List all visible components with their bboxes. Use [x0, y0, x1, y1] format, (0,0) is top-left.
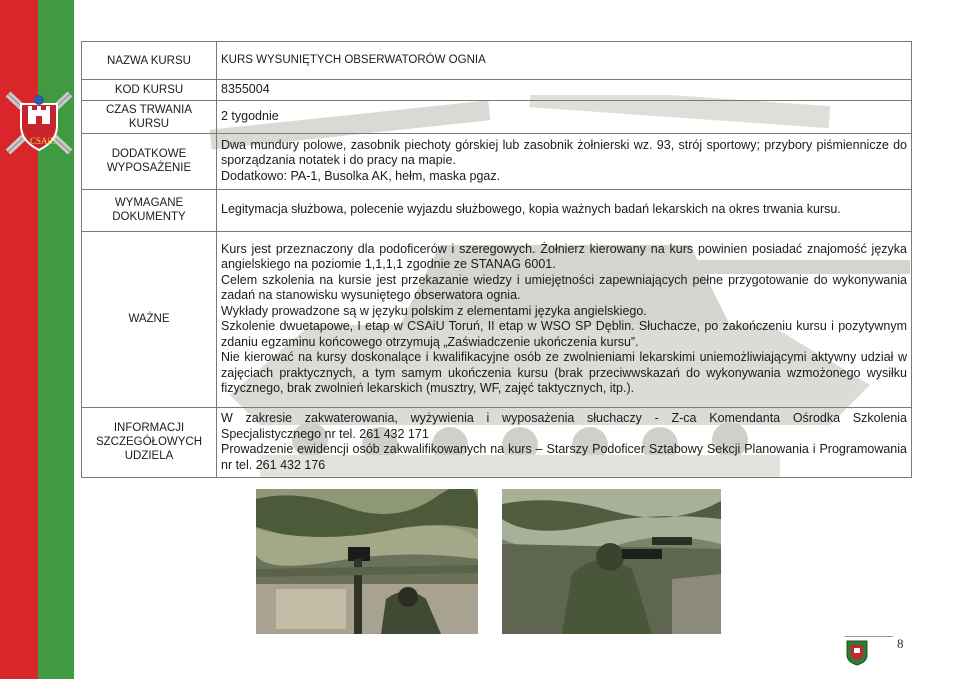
- course-name: KURS WYSUNIĘTYCH OBSERWATORÓW OGNIA: [217, 42, 912, 80]
- important-notes: [217, 231, 912, 407]
- row-label: INFORMACJI SZCZEGÓŁOWYCH UDZIELA: [82, 407, 217, 477]
- paragraph: Dodatkowo: PA-1, Busolka AK, hełm, maska pgaz.: [221, 168, 501, 183]
- soldier-with-binoculars-photo: [502, 489, 721, 634]
- csaiu-crest-icon: [4, 86, 74, 158]
- page-number: 8: [897, 636, 904, 651]
- additional-equipment: [217, 133, 912, 189]
- course-code: 8355004: [217, 80, 912, 101]
- row-label: NAZWA KURSU: [82, 42, 217, 80]
- unit-badge-icon: [846, 640, 868, 666]
- paragraph: Prowadzenie ewidencji osób zakwalifikowanych na kurs – Starszy Podoficer Sztabowy Sekcji Planowania i Programowania nr tel. 261 432 176: [221, 442, 907, 472]
- paragraph: Szkolenie dwuetapowe, I etap w CSAiU Toruń, II etap w WSO SP Dęblin. Słuchacze, po zakończeniu kursu i pozytywnym zdaniu egzaminu końcowego otrzymują „Zaświadczenie ukończenia kursu”.: [221, 319, 907, 349]
- contact-info: [217, 407, 912, 477]
- table-row: [82, 42, 912, 80]
- soldier-with-periscope-photo: [256, 489, 478, 634]
- table-row: [82, 80, 912, 101]
- row-label: WYMAGANE DOKUMENTY: [82, 189, 217, 231]
- paragraph: W zakresie zakwaterowania, wyżywienia i wyposażenia słuchaczy - Z-ca Komendanta Ośrodka Szkolenia Specjalistycznego nr tel. 261 432 171: [221, 411, 907, 441]
- course-info-table: [81, 41, 912, 478]
- svg-text:CSAiU: CSAiU: [30, 136, 57, 146]
- paragraph: Kurs jest przeznaczony dla podoficerów i szeregowych. Żołnierz kierowany na kurs powinien posiadać znajomość języka angielskiego na poziomie 1,1,1,1 zgodnie ze STANAG 6001.: [221, 241, 907, 271]
- table-row: [82, 189, 912, 231]
- row-label: CZAS TRWANIA KURSU: [82, 100, 217, 133]
- table-row: [82, 231, 912, 407]
- row-label: WAŻNE: [82, 231, 217, 407]
- paragraph: Nie kierować na kursy doskonalące i kwalifikacyjne osób ze zwolnieniami lekarskimi uniemożliwiającymi aktywny udział w zajęciach praktycznych, a tym samym ukończenia kursu (brak przeciwwskazań do wykonywania wzmożonego wysiłku fizycznego, brak zwolnień lekarskich (musztry, WF, zajęć taktycznych, itp.).: [221, 350, 907, 395]
- paragraph: Celem szkolenia na kursie jest przekazanie wiedzy i umiejętności zapewniających pełne przygotowanie do wykonywania zadań na stanowisku wysuniętego obserwatora ognia.: [221, 272, 907, 302]
- table-row: [82, 407, 912, 477]
- required-documents: Legitymacja służbowa, polecenie wyjazdu służbowego, kopia ważnych badań lekarskich na okres trwania kursu.: [217, 189, 912, 231]
- row-label: KOD KURSU: [82, 80, 217, 101]
- table-row: [82, 133, 912, 189]
- row-label: DODATKOWE WYPOSAŻENIE: [82, 133, 217, 189]
- paragraph: Wykłady prowadzone są w języku polskim z elementami języka angielskiego.: [221, 303, 647, 318]
- paragraph: Dwa mundury polowe, zasobnik piechoty górskiej lub zasobnik żołnierski wz. 93, strój sportowy; przybory piśmiennicze do sporządzania notatek i do pracy na mapie.: [221, 137, 907, 168]
- table-row: [82, 100, 912, 133]
- footer-line: [845, 636, 893, 637]
- course-duration: 2 tygodnie: [217, 100, 912, 133]
